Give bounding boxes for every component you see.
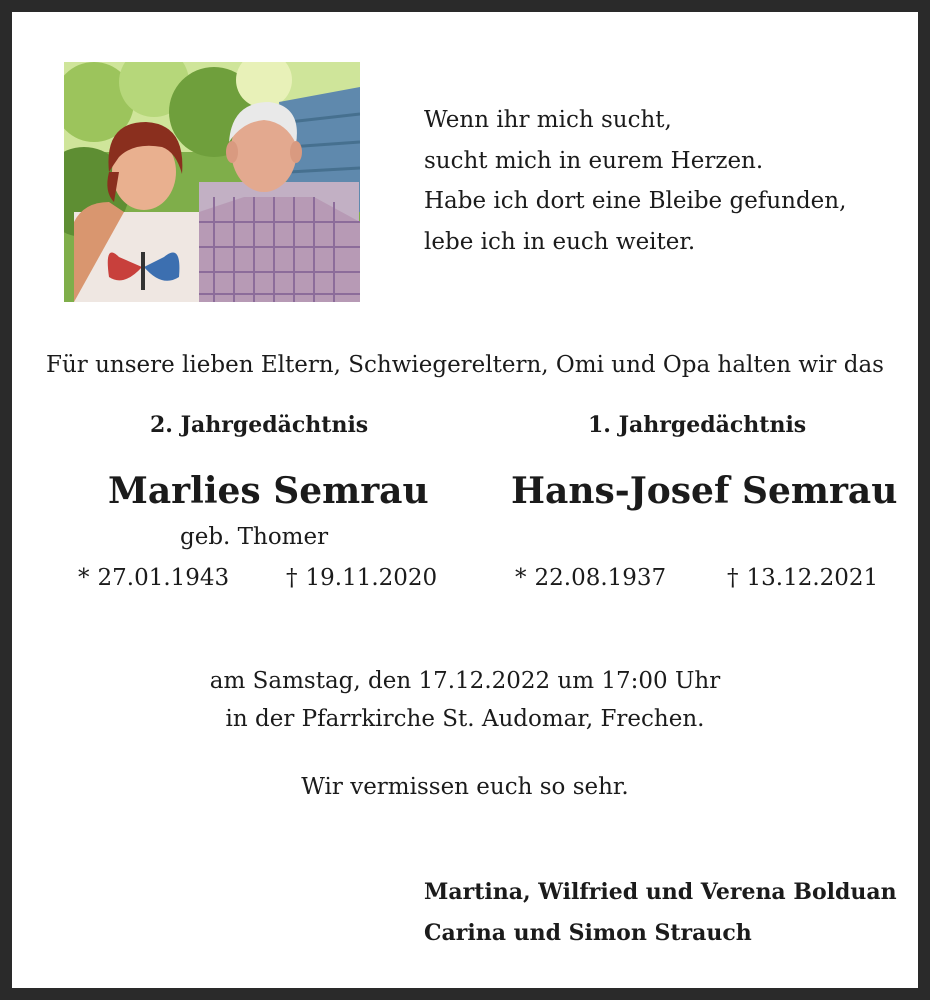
- death-date-value: 19.11.2020: [305, 565, 438, 591]
- person-name: Hans-Josef Semrau: [511, 470, 898, 512]
- memorial-notice: [12, 12, 918, 988]
- couple-photo: [64, 62, 360, 302]
- service-location: in der Pfarrkirche St. Audomar, Frechen.: [225, 706, 705, 732]
- birth-date-value: 22.08.1937: [534, 565, 667, 591]
- poem-line: Wenn ihr mich sucht,: [424, 107, 672, 133]
- death-symbol: †: [286, 565, 298, 591]
- service-date: am Samstag, den 17.12.2022 um 17:00 Uhr: [209, 668, 721, 694]
- closing-text: Wir vermissen euch so sehr.: [301, 774, 629, 800]
- poem-line: Habe ich dort eine Bleibe gefunden,: [424, 188, 847, 214]
- birth-date-value: 27.01.1943: [97, 565, 230, 591]
- death-symbol: †: [727, 565, 739, 591]
- birth-symbol: *: [78, 565, 90, 591]
- person-right: [465, 412, 918, 612]
- anniversary-label: 2. Jahrgedächtnis: [150, 412, 369, 438]
- signature-line: Carina und Simon Strauch: [424, 919, 752, 946]
- death-date-value: 13.12.2021: [746, 565, 879, 591]
- birth-name: geb. Thomer: [180, 524, 329, 550]
- birth-date: [78, 565, 229, 591]
- death-date: [286, 565, 437, 591]
- death-date: [727, 565, 878, 591]
- poem: [424, 100, 846, 262]
- service-details: [12, 662, 918, 738]
- birth-date: [515, 565, 666, 591]
- person-name: Marlies Semrau: [108, 470, 429, 512]
- anniversary-label: 1. Jahrgedächtnis: [588, 412, 807, 438]
- poem-line: sucht mich in eurem Herzen.: [424, 147, 764, 174]
- person-left: [12, 412, 465, 612]
- signatures: [424, 872, 897, 953]
- poem-line: lebe ich in euch weiter.: [424, 228, 696, 255]
- birth-symbol: *: [515, 565, 527, 591]
- signature-line: Martina, Wilfried und Verena Bolduan: [424, 879, 897, 905]
- intro-text: Für unsere lieben Eltern, Schwiegereltern, Omi und Opa halten wir das: [46, 352, 884, 378]
